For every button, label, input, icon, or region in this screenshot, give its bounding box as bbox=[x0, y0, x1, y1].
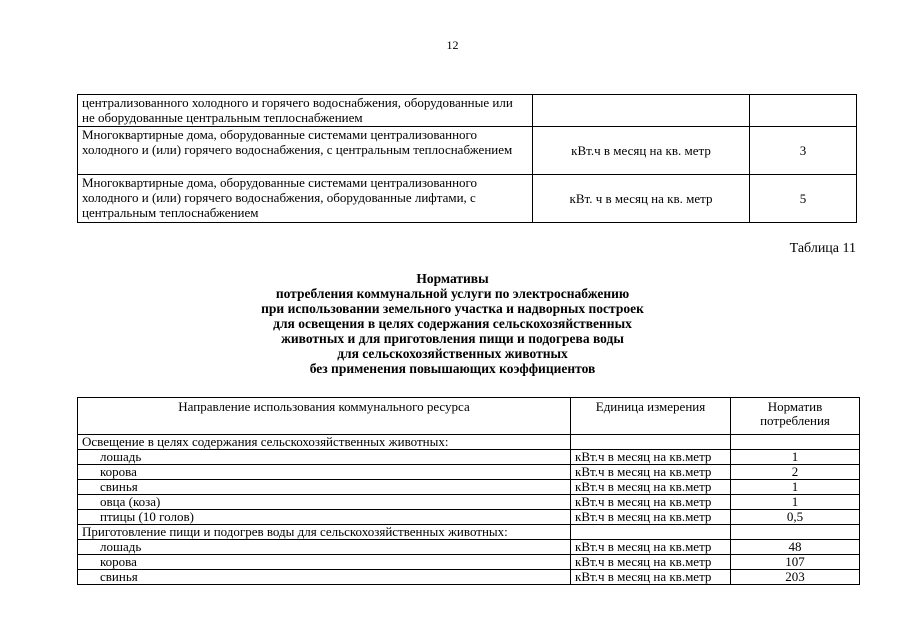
unit-cell: кВт.ч в месяц на кв.метр bbox=[571, 495, 731, 510]
table-row bbox=[78, 480, 860, 495]
table-row bbox=[78, 495, 860, 510]
row-value bbox=[750, 95, 857, 127]
value-cell: 1 bbox=[731, 450, 860, 465]
value-cell: 1 bbox=[731, 495, 860, 510]
value-cell: 1 bbox=[731, 480, 860, 495]
row-description: Многоквартирные дома, оборудованные системами централизованного холодного и (или) горячего водоснабжения, оборудованные лифтами, с центральным теплоснабжением bbox=[78, 175, 533, 223]
section-row bbox=[78, 525, 860, 540]
title-line: для освещения в целях содержания сельскохозяйственных bbox=[273, 316, 632, 331]
page-number: 12 bbox=[446, 38, 459, 52]
header-unit: Единица измерения bbox=[571, 398, 731, 435]
row-value: 5 bbox=[750, 175, 857, 223]
unit-cell: кВт.ч в месяц на кв.метр bbox=[571, 480, 731, 495]
value-cell: 0,5 bbox=[731, 510, 860, 525]
unit-cell: кВт.ч в месяц на кв.метр bbox=[571, 540, 731, 555]
animal-cell: свинья bbox=[78, 480, 571, 495]
animal-cell: птицы (10 голов) bbox=[78, 510, 571, 525]
header-norm: Норматив потребления bbox=[731, 398, 860, 435]
animal-cell: овца (коза) bbox=[78, 495, 571, 510]
value-cell: 48 bbox=[731, 540, 860, 555]
row-description: Многоквартирные дома, оборудованные системами централизованного холодного и (или) горячего водоснабжения, с центральным теплоснабжением bbox=[78, 127, 533, 175]
animal-cell: лошадь bbox=[78, 450, 571, 465]
unit-cell: кВт.ч в месяц на кв.метр bbox=[571, 465, 731, 480]
table-row bbox=[78, 540, 860, 555]
unit-cell: кВт.ч в месяц на кв.метр bbox=[571, 570, 731, 585]
empty-cell bbox=[731, 435, 860, 450]
table-row bbox=[78, 450, 860, 465]
unit-cell: кВт.ч в месяц на кв.метр bbox=[571, 450, 731, 465]
unit-cell: кВт.ч в месяц на кв.метр bbox=[571, 555, 731, 570]
document-title bbox=[0, 271, 905, 376]
electricity-norms-table bbox=[77, 397, 860, 585]
table-header-row bbox=[78, 398, 860, 435]
empty-cell bbox=[571, 435, 731, 450]
title-line: животных и для приготовления пищи и подогрева воды bbox=[281, 331, 624, 346]
table-row bbox=[78, 127, 857, 175]
continued-norms-table bbox=[77, 94, 857, 223]
section-label: Приготовление пищи и подогрев воды для сельскохозяйственных животных: bbox=[78, 525, 571, 540]
row-description: централизованного холодного и горячего водоснабжения, оборудованные или не оборудованные центральным теплоснабжением bbox=[78, 95, 533, 127]
title-line: для сельскохозяйственных животных bbox=[337, 346, 568, 361]
section-label: Освещение в целях содержания сельскохозяйственных животных: bbox=[78, 435, 571, 450]
empty-cell bbox=[731, 525, 860, 540]
title-line: без применения повышающих коэффициентов bbox=[309, 361, 596, 376]
unit-cell: кВт.ч в месяц на кв.метр bbox=[571, 510, 731, 525]
title-line: потребления коммунальной услуги по электроснабжению bbox=[275, 286, 630, 301]
header-direction: Направление использования коммунального ресурса bbox=[78, 398, 571, 435]
animal-cell: корова bbox=[78, 555, 571, 570]
row-unit bbox=[533, 95, 750, 127]
table-row bbox=[78, 465, 860, 480]
table-row bbox=[78, 175, 857, 223]
row-unit: кВт.ч в месяц на кв. метр bbox=[533, 127, 750, 175]
section-row bbox=[78, 435, 860, 450]
value-cell: 2 bbox=[731, 465, 860, 480]
table-row bbox=[78, 555, 860, 570]
table-row bbox=[78, 95, 857, 127]
value-cell: 107 bbox=[731, 555, 860, 570]
empty-cell bbox=[571, 525, 731, 540]
title-line: при использовании земельного участка и надворных построек bbox=[261, 301, 644, 316]
animal-cell: свинья bbox=[78, 570, 571, 585]
row-value: 3 bbox=[750, 127, 857, 175]
animal-cell: корова bbox=[78, 465, 571, 480]
animal-cell: лошадь bbox=[78, 540, 571, 555]
table-row bbox=[78, 510, 860, 525]
value-cell: 203 bbox=[731, 570, 860, 585]
title-line: Нормативы bbox=[416, 271, 489, 286]
row-unit: кВт. ч в месяц на кв. метр bbox=[533, 175, 750, 223]
table-caption: Таблица 11 bbox=[789, 241, 856, 256]
table-row bbox=[78, 570, 860, 585]
